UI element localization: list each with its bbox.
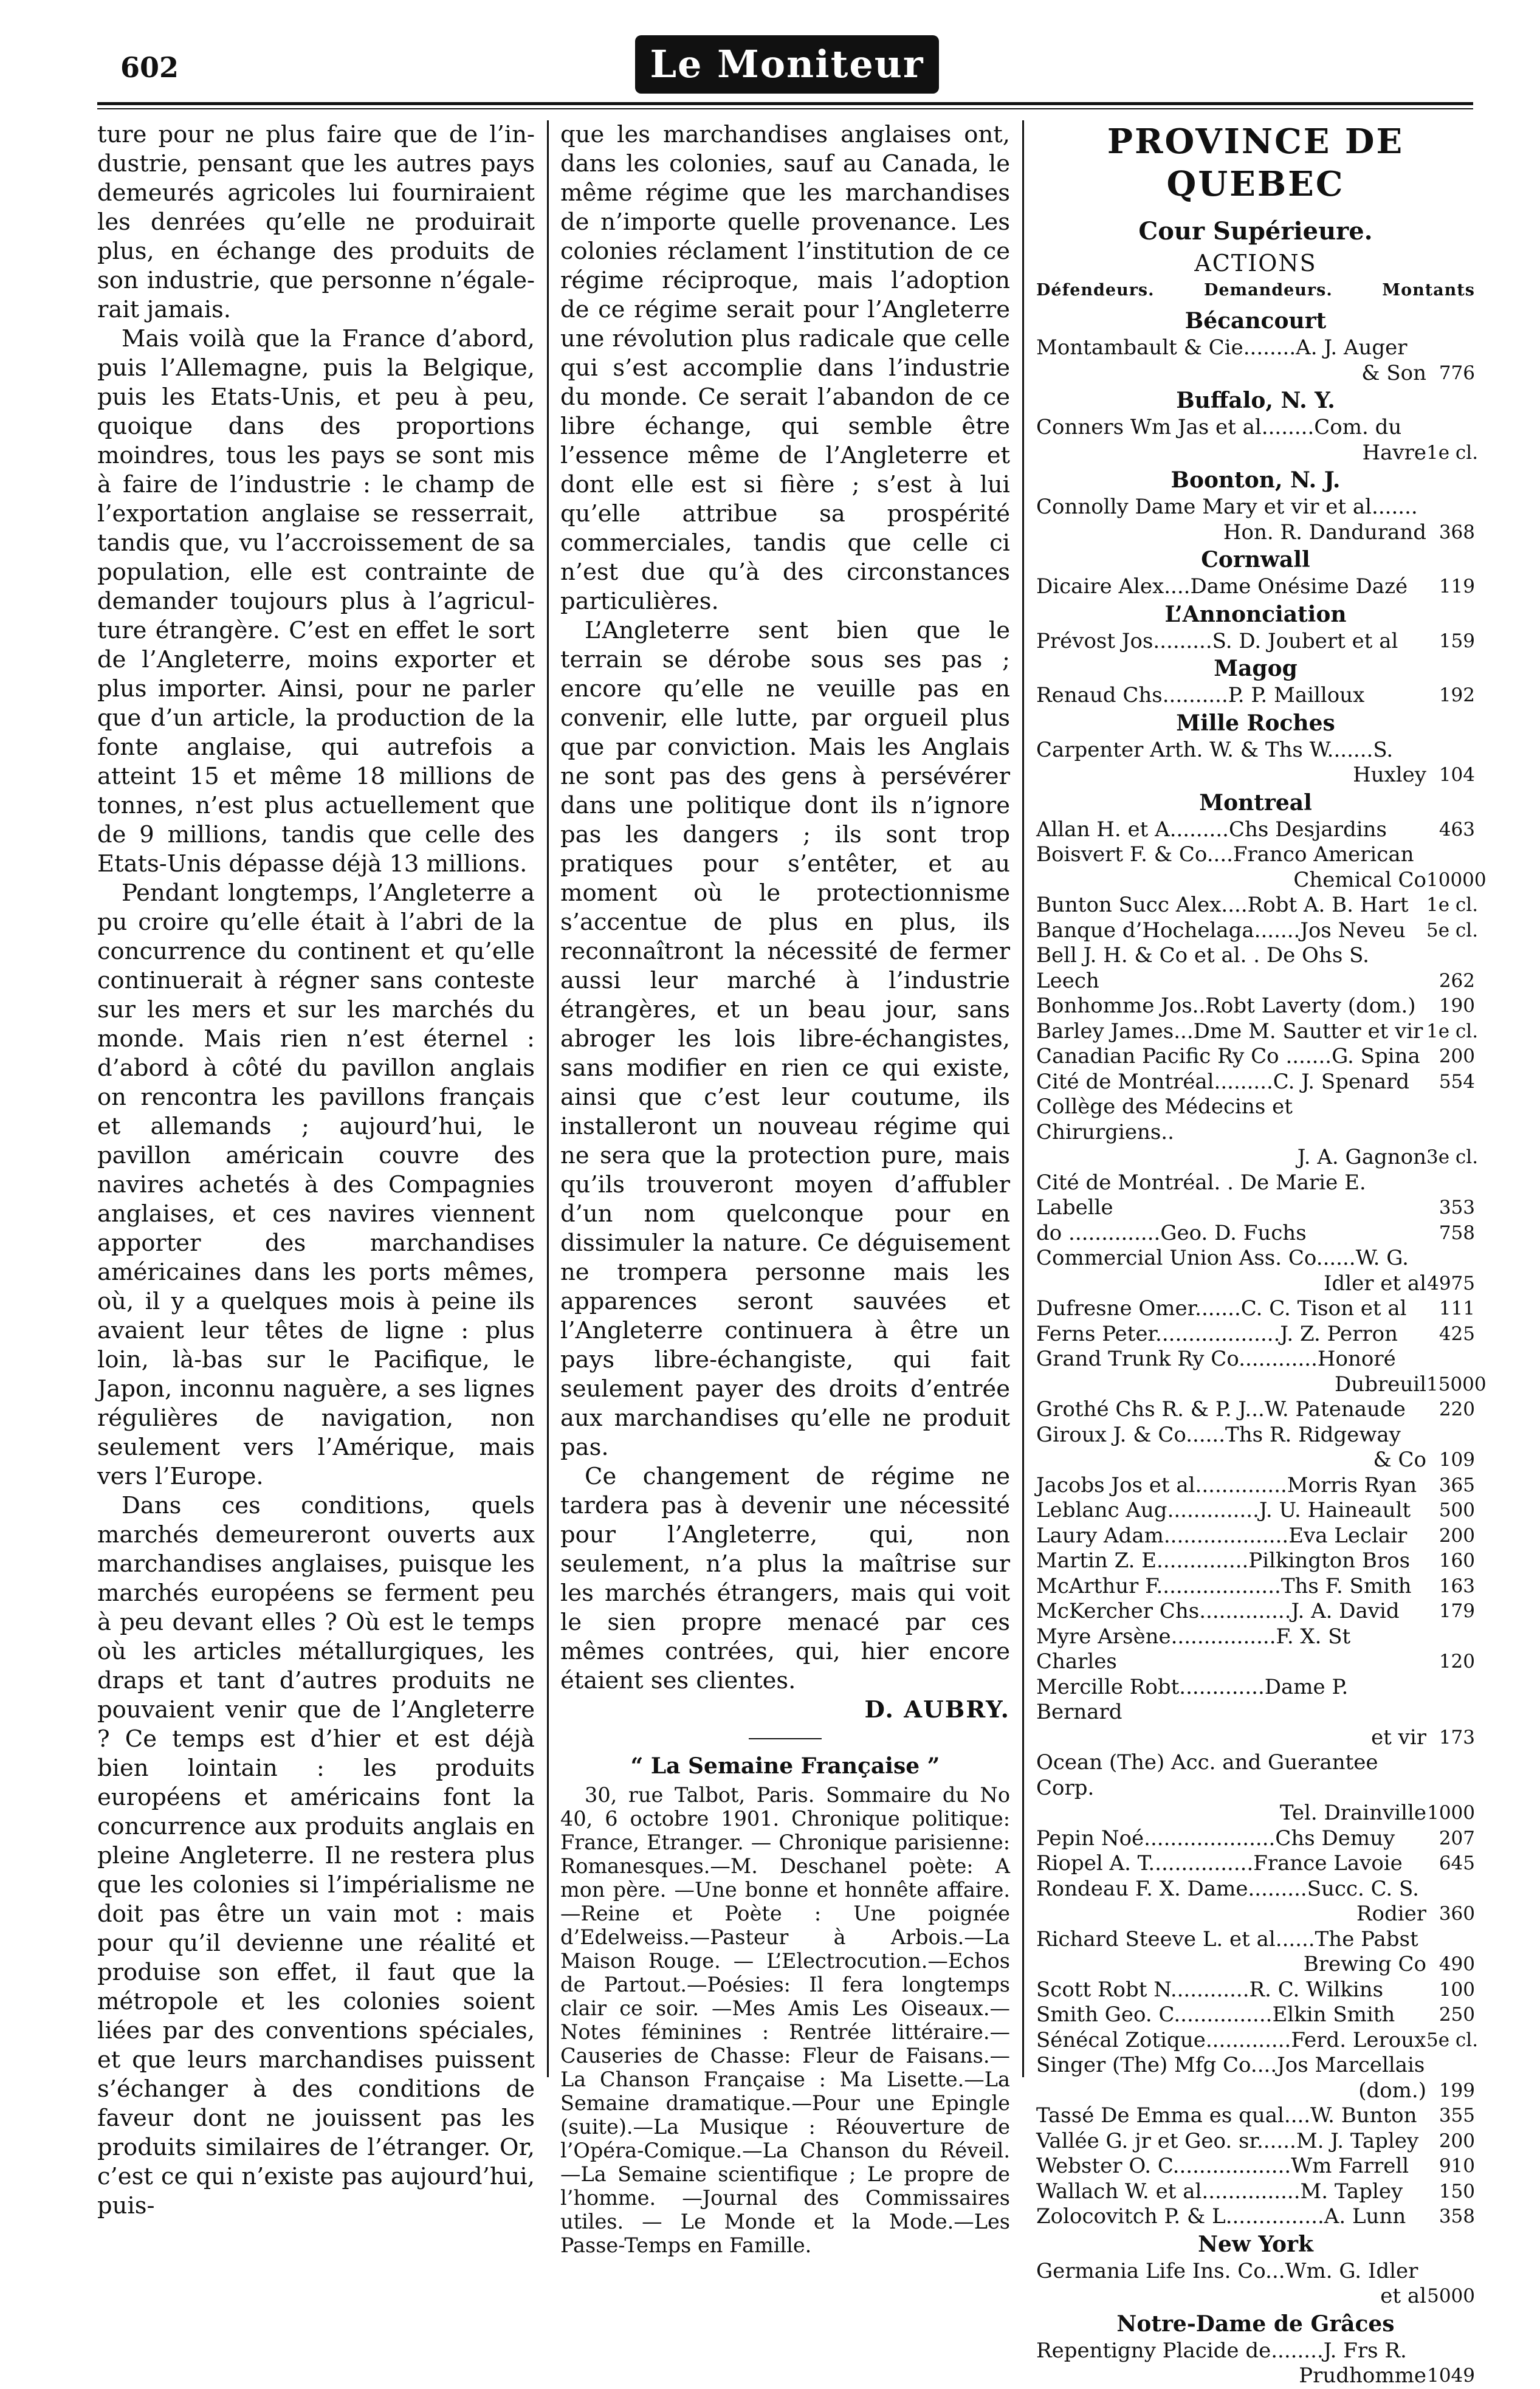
action-entry	[1036, 1473, 1475, 1499]
action-parties	[1036, 2259, 1426, 2309]
action-text: Dicaire Alex....Dame Onésime Dazé	[1036, 574, 1408, 599]
action-parties	[1036, 629, 1426, 655]
place-heading: Buffalo, N. Y.	[1176, 388, 1335, 413]
action-text: Ferns Peter...................J. Z. Perron	[1036, 1321, 1398, 1346]
action-text: Grand Trunk Ry Co............Honoré	[1036, 1347, 1396, 1371]
semaine-title: “ La Semaine Française ”	[630, 1753, 940, 1779]
header-rule-thin	[97, 108, 1473, 109]
action-text: McArthur F...................Ths F. Smith	[1036, 1573, 1412, 1598]
action-text-continued: (dom.)	[1358, 2078, 1426, 2103]
action-parties	[1036, 2028, 1426, 2054]
action-amount: 355	[1439, 2105, 1475, 2126]
page-number: 602	[120, 51, 179, 84]
place-heading: Boonton, N. J.	[1170, 467, 1341, 493]
action-amount: 358	[1439, 2205, 1475, 2227]
action-entry	[1036, 817, 1475, 843]
header-montants: Montants	[1382, 281, 1475, 300]
court-actions-column	[1036, 120, 1487, 2389]
action-entry	[1036, 2179, 1475, 2205]
action-text: Carpenter Arth. W. & Ths W.......S.	[1036, 737, 1394, 762]
action-amount: 190	[1439, 995, 1475, 1017]
action-amount: 262	[1439, 969, 1475, 992]
action-parties	[1036, 683, 1426, 709]
place-heading: Notre-Dame de Grâces	[1116, 2311, 1395, 2337]
action-parties	[1036, 1347, 1426, 1397]
action-entry	[1036, 1019, 1479, 1045]
action-amount: 179	[1439, 1600, 1475, 1622]
header-defendeurs: Défendeurs.	[1036, 281, 1155, 300]
action-parties	[1036, 1851, 1426, 1877]
action-parties	[1036, 2129, 1426, 2154]
article-column-1	[97, 120, 535, 2221]
action-text: Bell J. H. & Co et al. . De Ohs S. Leech	[1036, 943, 1369, 993]
action-parties	[1036, 1599, 1426, 1624]
action-parties	[1036, 1019, 1426, 1045]
action-text: Cité de Montréal. . De Marie E. Labelle	[1036, 1170, 1366, 1220]
action-text: Zolocovitch P. & L...............A. Lunn	[1036, 2204, 1406, 2229]
action-amount: 463	[1439, 818, 1475, 840]
action-parties	[1036, 842, 1426, 893]
action-text-continued: Dubreuil	[1335, 1372, 1426, 1397]
article-paragraph: Ce changement de régime ne tardera pas à devenir une nécessité pour l’Angleterre, qui, non seulement, n’a plus la maîtrise sur les marchés étrangers, mais qui voit le sien propre menacé par ces mêmes contrées, qui, hier encore étaient ses clientes.	[560, 1463, 1010, 1694]
action-entry	[1036, 1675, 1475, 1751]
action-text-continued: Havre	[1362, 440, 1426, 465]
action-amount: 220	[1439, 1398, 1475, 1420]
action-amount: 3e cl.	[1426, 1146, 1479, 1168]
action-entry	[1036, 1826, 1475, 1852]
action-parties	[1036, 1473, 1426, 1499]
action-entry	[1036, 574, 1475, 600]
action-text: Wallach W. et al...............M. Tapley	[1036, 2179, 1403, 2204]
court-heading: Cour Supérieure.	[1138, 217, 1373, 246]
action-entry	[1036, 1524, 1475, 1549]
action-text: McKercher Chs..............J. A. David	[1036, 1599, 1400, 1623]
action-text-continued: et al	[1380, 2284, 1426, 2308]
action-entry	[1036, 2002, 1475, 2028]
action-text: Richard Steeve L. et al......The Pabst	[1036, 1927, 1418, 1951]
action-text: Cité de Montréal.........C. J. Spenard	[1036, 1069, 1410, 1094]
action-parties	[1036, 415, 1426, 466]
column-divider	[1022, 120, 1024, 2077]
action-text-continued: Huxley	[1353, 763, 1426, 787]
action-parties	[1036, 1826, 1426, 1852]
action-amount: 200	[1439, 1524, 1475, 1547]
action-parties	[1036, 2339, 1426, 2389]
action-parties	[1036, 1675, 1426, 1751]
semaine-summary	[560, 1783, 1010, 2257]
action-amount: 200	[1439, 1045, 1475, 1067]
action-parties	[1036, 1498, 1426, 1524]
action-amount: 645	[1439, 1852, 1475, 1874]
action-text: Grothé Chs R. & P. J...W. Patenaude	[1036, 1397, 1406, 1421]
action-amount: 15000	[1426, 1373, 1487, 1395]
action-parties	[1036, 1978, 1426, 2003]
action-text: Barley James...Dme M. Sautter et vir	[1036, 1019, 1423, 1043]
action-parties	[1036, 1221, 1426, 1246]
action-text: Sénécal Zotique.............Ferd. Leroux	[1036, 2027, 1426, 2052]
action-amount: 500	[1439, 1499, 1475, 1521]
action-parties	[1036, 1423, 1426, 1473]
action-parties	[1036, 2154, 1426, 2179]
action-amount: 353	[1439, 1197, 1475, 1219]
header-rule	[97, 102, 1473, 105]
action-entry	[1036, 495, 1475, 545]
action-amount: 776	[1439, 362, 1475, 384]
action-amount: 163	[1439, 1575, 1475, 1597]
action-text: Bonhomme Jos..Robt Laverty (dom.)	[1036, 994, 1416, 1018]
action-text: Bunton Succ Alex....Robt A. B. Hart	[1036, 893, 1409, 917]
action-entry	[1036, 2339, 1475, 2389]
action-entry	[1036, 994, 1475, 1019]
action-entry	[1036, 2129, 1475, 2154]
action-amount: 120	[1439, 1651, 1475, 1672]
header-demandeurs: Demandeurs.	[1203, 281, 1333, 300]
action-entry	[1036, 1322, 1475, 1347]
action-amount: 150	[1439, 2180, 1475, 2202]
action-text: Commercial Union Ass. Co......W. G.	[1036, 1246, 1409, 1270]
action-parties	[1036, 1549, 1426, 1574]
action-entry	[1036, 1070, 1475, 1095]
action-text: Leblanc Aug..............J. U. Haineault	[1036, 1498, 1411, 1522]
action-amount: 1e cl.	[1426, 894, 1479, 916]
place-heading: Bécancourt	[1184, 308, 1327, 334]
article-paragraph: ture pour ne plus faire que de l’in-dustrie, pensant que les autres pays demeurés agricoles lui fourniraient les denrées qu’elle ne produirait plus, en échange des produits de son industrie, que personne n’égale-rait jamais.	[97, 121, 535, 323]
action-text: Scott Robt N............R. C. Wilkins	[1036, 1977, 1384, 2002]
action-amount: 1049	[1427, 2365, 1475, 2387]
action-text-continued: Brewing Co	[1303, 1952, 1426, 1976]
action-text: Vallée G. jr et Geo. sr......M. J. Tapley	[1036, 2128, 1419, 2153]
action-parties	[1036, 1397, 1426, 1423]
action-entry	[1036, 1877, 1475, 1927]
action-entry	[1036, 2259, 1475, 2309]
action-entry	[1036, 1574, 1475, 1600]
actions-heading: ACTIONS	[1194, 250, 1317, 277]
action-entry	[1036, 1221, 1475, 1246]
action-text-continued: & Co	[1373, 1448, 1426, 1472]
action-parties	[1036, 2002, 1426, 2028]
actions-list	[1036, 306, 1487, 2389]
action-parties	[1036, 943, 1426, 994]
action-entry	[1036, 1599, 1475, 1624]
action-amount: 109	[1439, 1449, 1475, 1471]
action-amount: 1000	[1427, 1802, 1475, 1824]
action-parties	[1036, 1927, 1426, 1978]
action-text-continued: Chemical Co	[1293, 867, 1426, 892]
action-text: Myre Arsène................F. X. St Charles	[1036, 1624, 1351, 1674]
action-parties	[1036, 1524, 1426, 1549]
action-amount: 758	[1439, 1222, 1475, 1244]
action-text: Ocean (The) Acc. and Guerantee Corp.	[1036, 1750, 1378, 1800]
action-entry	[1036, 1978, 1475, 2003]
action-amount: 1e cl.	[1426, 441, 1479, 464]
action-amount: 250	[1439, 2004, 1475, 2026]
action-parties	[1036, 2053, 1426, 2103]
place-heading: Montreal	[1199, 789, 1312, 816]
action-amount: 207	[1439, 1827, 1475, 1849]
action-text: Montambault & Cie........A. J. Auger	[1036, 335, 1408, 360]
action-parties	[1036, 574, 1426, 600]
action-amount: 104	[1439, 764, 1475, 786]
action-entry	[1036, 918, 1479, 944]
article-paragraph: que les marchandises anglaises ont, dans les colonies, sauf au Canada, le même régime que les marchandises de n’importe quelle provenance. Les colonies réclament l’institution de ce régime réciproque, mais l’adoption de ce régime serait pour l’Angleterre une révolution plus radicale que celle qui s’est accomplie dans l’industrie du monde. Ce serait l’abandon de ce libre échange, qui semble être l’essence même de l’Angleterre et dont elle est si fière ; s’est à lui qu’elle attribue sa prospérité commerciales, tandis que celle ci n’est due qu’à des circonstances particulières.	[560, 121, 1010, 615]
action-text: Prévost Jos.........S. D. Joubert et al	[1036, 628, 1398, 653]
action-text: Canadian Pacific Ry Co .......G. Spina	[1036, 1044, 1420, 1068]
action-text: Boisvert F. & Co....Franco American	[1036, 842, 1414, 867]
action-entry	[1036, 1927, 1475, 1978]
action-entry	[1036, 1498, 1475, 1524]
action-parties	[1036, 1750, 1426, 1826]
action-amount: 199	[1439, 2079, 1475, 2102]
action-entry	[1036, 415, 1479, 466]
action-parties	[1036, 2179, 1426, 2205]
action-amount: 192	[1439, 684, 1475, 706]
action-entry	[1036, 1044, 1475, 1070]
action-text: Tassé De Emma es qual....W. Bunton	[1036, 2103, 1417, 2128]
action-amount: 159	[1439, 630, 1475, 652]
action-text: do ..............Geo. D. Fuchs	[1036, 1220, 1307, 1245]
action-text: Rondeau F. X. Dame.........Succ. C. S.	[1036, 1876, 1419, 1901]
action-parties	[1036, 1877, 1426, 1927]
action-text-continued: Rodier	[1356, 1902, 1426, 1926]
article-paragraph: Pendant longtemps, l’Angleterre a pu croire qu’elle était à l’abri de la concurrence du continent et qu’elle continuerait à régner sans conteste sur les mers et sur les marchés du monde. Mais rien n’est éternel : d’abord à côté du pavillon anglais on rencontra les pavillons français et allemands ; aujourd’hui, le pavillon américain couvre des navires achetés à des Compagnies anglaises, et ces navires viennent apporter des marchandises américaines dans les ports mêmes, où, il y a quelques mois à peine ils avaient leur têtes de ligne : plus loin, là-bas sur le Pacifique, le Japon, inconnu naguère, a ses lignes régulières de navigation, non seulement vers l’Amérique, mais vers l’Europe.	[97, 879, 535, 1490]
action-text-continued: Idler et al	[1324, 1271, 1426, 1296]
action-parties	[1036, 2103, 1426, 2129]
column-divider	[547, 120, 549, 2077]
article-signature: D. AUBRY.	[864, 1696, 1010, 1724]
article-paragraph: Mais voilà que la France d’abord, puis l’Allemagne, puis la Belgique, puis les Etats-Unis, et peu à peu, quoique dans des proportions moindres, tous les pays se sont mis à faire de l’industrie : le champ de l’exportation anglaise se resserrait, tandis que, vu l’accroissement de sa population, elle est contrainte de demander toujours plus à l’agricul-ture étrangère. C’est en effet le sort de l’Angleterre, moins exporter et plus importer. Ainsi, pour ne parler que d’un article, la production de la fonte anglaise, qui autrefois a atteint 15 et même 18 millions de tonnes, n’est plus actuellement que de 9 millions, tandis que celle des Etats-Unis dépasse déjà 13 millions.	[97, 325, 535, 878]
action-amount: 10000	[1426, 868, 1487, 891]
action-text: Germania Life Ins. Co...Wm. G. Idler	[1036, 2258, 1418, 2283]
action-text: Giroux J. & Co......Ths R. Ridgeway	[1036, 1422, 1401, 1447]
action-text: Singer (The) Mfg Co....Jos Marcellais	[1036, 2053, 1425, 2077]
action-amount: 5000	[1427, 2285, 1475, 2307]
action-parties	[1036, 1246, 1426, 1296]
action-parties	[1036, 738, 1426, 788]
action-parties	[1036, 495, 1426, 545]
action-text: Mercille Robt.............Dame P. Bernard	[1036, 1674, 1349, 1724]
action-text-continued: Prudhomme	[1299, 2363, 1426, 2388]
action-amount: 554	[1439, 1070, 1475, 1093]
action-text: Renaud Chs..........P. P. Mailloux	[1036, 683, 1365, 707]
action-entry	[1036, 335, 1475, 386]
action-amount: 5e cl.	[1426, 2029, 1479, 2051]
action-parties	[1036, 1624, 1426, 1675]
action-parties	[1036, 1574, 1426, 1600]
column-headers	[1036, 278, 1475, 303]
action-amount: 910	[1439, 2155, 1475, 2177]
action-parties	[1036, 335, 1426, 386]
action-amount: 173	[1439, 1726, 1475, 1748]
action-entry	[1036, 683, 1475, 709]
action-parties	[1036, 918, 1426, 944]
action-entry	[1036, 2154, 1475, 2179]
section-separator	[749, 1738, 822, 1739]
place-heading: New York	[1198, 2231, 1313, 2257]
action-parties	[1036, 1296, 1426, 1322]
place-heading: Mille Roches	[1176, 710, 1335, 736]
action-amount: 360	[1439, 1903, 1475, 1925]
action-entry	[1036, 893, 1479, 918]
action-parties	[1036, 994, 1426, 1019]
action-amount: 119	[1439, 576, 1475, 597]
action-entry	[1036, 1750, 1475, 1826]
action-text: Connolly Dame Mary et vir et al.......	[1036, 495, 1418, 519]
action-entry	[1036, 1347, 1487, 1397]
article-paragraph: Dans ces conditions, quels marchés demeureront ouverts aux marchandises anglaises, puisque les marchés européens se ferment peu à peu devant elles ? Où est le temps où les articles métallurgiques, les draps et tant d’autres produits ne pouvaient venir que de l’Angleterre ? Ce temps est d’hier et est déjà bien lointain : les produits européens et américains font la concurrence aux produits anglais en pleine Angleterre. Il ne restera plus que les colonies si l’impérialisme ne doit pas être un vain mot : mais pour qu’il devienne une réalité et produise son effet, il faut que la métropole et les colonies soient liées par des conventions spéciales, et que leurs marchandises puissent s’échanger à des conditions de faveur dont ne jouissent pas les produits similaires de l’étranger. Or, c’est ce qui n’existe pas aujourd’hui, puis-	[97, 1492, 535, 2219]
action-text: Martin Z. E..............Pilkington Bros	[1036, 1549, 1411, 1573]
action-entry	[1036, 2053, 1475, 2103]
action-parties	[1036, 1322, 1426, 1347]
action-text: Allan H. et A.........Chs Desjardins	[1036, 817, 1387, 842]
action-text-continued: Tel. Drainville	[1279, 1801, 1426, 1825]
place-heading: L’Annonciation	[1164, 601, 1347, 627]
action-entry	[1036, 1246, 1475, 1296]
province-heading: PROVINCE DE QUEBEC	[1107, 122, 1404, 204]
action-text: Riopel A. T................France Lavoie	[1036, 1851, 1403, 1875]
article-paragraph: L’Angleterre sent bien que le terrain se dérobe sous ses pas ; encore qu’elle ne veuille pas en convenir, elle lutte, par orgueil plus que par conviction. Mais les Anglais ne sont pas des gens à persévérer dans une politique dont ils n’ignore pas les dangers ; ils sont trop pratiques pour s’entêter, et au moment où le protectionnisme s’accentue de plus en plus, ils reconnaîtront la nécessité de fermer aussi leur marché à l’industrie étrangères, et un beau jour, sans abroger les lois libre-échangistes, sans modifier en rien ce qui existe, ainsi que c’est leur coutume, ils installeront un nouveau régime qui ne sera que la protection pure, mais qu’ils trouveront moyen d’affubler d’un nom quelconque pour en dissimuler la nature. Ce déguisement ne trompera personne mais les apparences seront sauvées et l’Angleterre continuera à être un pays libre-échangiste, qui fait seulement payer des droits d’entrée aux marchandises qu’elle ne produit pas.	[560, 617, 1010, 1461]
action-entry	[1036, 2027, 1479, 2054]
action-amount: 160	[1439, 1550, 1475, 1572]
action-amount: 1e cl.	[1426, 1020, 1479, 1042]
action-entry	[1036, 2204, 1475, 2230]
action-text: Dufresne Omer.......C. C. Tison et al	[1036, 1296, 1407, 1321]
action-entry	[1036, 1851, 1475, 1877]
action-text: Jacobs Jos et al..............Morris Ryan	[1036, 1473, 1417, 1497]
action-entry	[1036, 1397, 1475, 1423]
action-entry	[1036, 1170, 1475, 1221]
action-parties	[1036, 2204, 1426, 2230]
article-column-2	[560, 120, 1010, 2257]
action-entry	[1036, 2103, 1475, 2129]
action-entry	[1036, 1423, 1475, 1473]
action-parties	[1036, 1170, 1426, 1221]
action-parties	[1036, 1044, 1426, 1070]
action-amount: 425	[1439, 1322, 1475, 1345]
action-text: Collège des Médecins et Chirurgiens..	[1036, 1095, 1293, 1144]
action-text: Webster O. C..................Wm Farrell	[1036, 2154, 1409, 2178]
action-entry	[1036, 943, 1475, 994]
action-amount: 490	[1439, 1953, 1475, 1975]
action-parties	[1036, 1095, 1426, 1170]
action-parties	[1036, 1070, 1426, 1095]
place-heading: Magog	[1214, 656, 1298, 681]
action-text-continued: J. A. Gagnon	[1297, 1145, 1426, 1169]
action-amount: 111	[1439, 1298, 1475, 1319]
action-amount: 200	[1439, 2129, 1475, 2152]
action-text-continued: et vir	[1371, 1725, 1426, 1750]
action-text: Smith Geo. C...............Elkin Smith	[1036, 2002, 1395, 2027]
action-text: Pepin Noé....................Chs Demuy	[1036, 1826, 1395, 1851]
action-entry	[1036, 1549, 1475, 1574]
action-amount: 4975	[1427, 1272, 1475, 1294]
place-heading: Cornwall	[1201, 547, 1310, 572]
action-amount: 100	[1439, 1978, 1475, 2001]
action-entry	[1036, 1296, 1475, 1322]
action-text: Conners Wm Jas et al........Com. du	[1036, 415, 1402, 439]
action-entry	[1036, 1095, 1479, 1170]
action-parties	[1036, 817, 1426, 843]
action-entry	[1036, 1624, 1475, 1675]
action-amount: 368	[1439, 521, 1475, 543]
semaine-text: 30, rue Talbot, Paris. Sommaire du No 40, 6 octobre 1901. Chronique politique: France, Etranger. — Chronique parisienne: Romanesques.—M. Deschanel poète: A mon père. —Une bonne et honnête affaire.—Reine et Poète : Une poignée d’Edelweiss.—Pasteur à Arbois.—La Maison Rouge. — L’Electrocution.—Echos de Partout.—Poésies: Il fera longtemps clair ce soir. —Mes Amis Les Oiseaux.—Notes féminines : Rentrée littéraire.—Causeries de Chasse: Fleur de Faisans.—La Chanson Française : Ma Lisette.—La Semaine dramatique.—Pour une Epingle (suite).—La Musique : Réouverture de l’Opéra-Comique.—La Chanson du Réveil.—La Semaine scientifique ; Le propre de l’homme. —Journal des Commissaires utiles. — Le Monde et la Mode.—Les Passe-Temps en Famille.	[560, 1783, 1010, 2257]
action-text-continued: & Son	[1361, 360, 1426, 385]
action-amount: 5e cl.	[1426, 919, 1479, 941]
action-parties	[1036, 893, 1426, 918]
action-entry	[1036, 842, 1487, 893]
masthead-logo: Le Moniteur	[635, 35, 939, 94]
action-text-continued: Hon. R. Dandurand	[1223, 520, 1426, 545]
action-text: Repentigny Placide de........J. Frs R.	[1036, 2338, 1407, 2363]
action-entry	[1036, 738, 1475, 788]
action-text: Banque d’Hochelaga.......Jos Neveu	[1036, 918, 1406, 943]
action-text: Laury Adam...................Eva Leclair	[1036, 1523, 1408, 1548]
action-amount: 365	[1439, 1474, 1475, 1496]
action-entry	[1036, 629, 1475, 655]
